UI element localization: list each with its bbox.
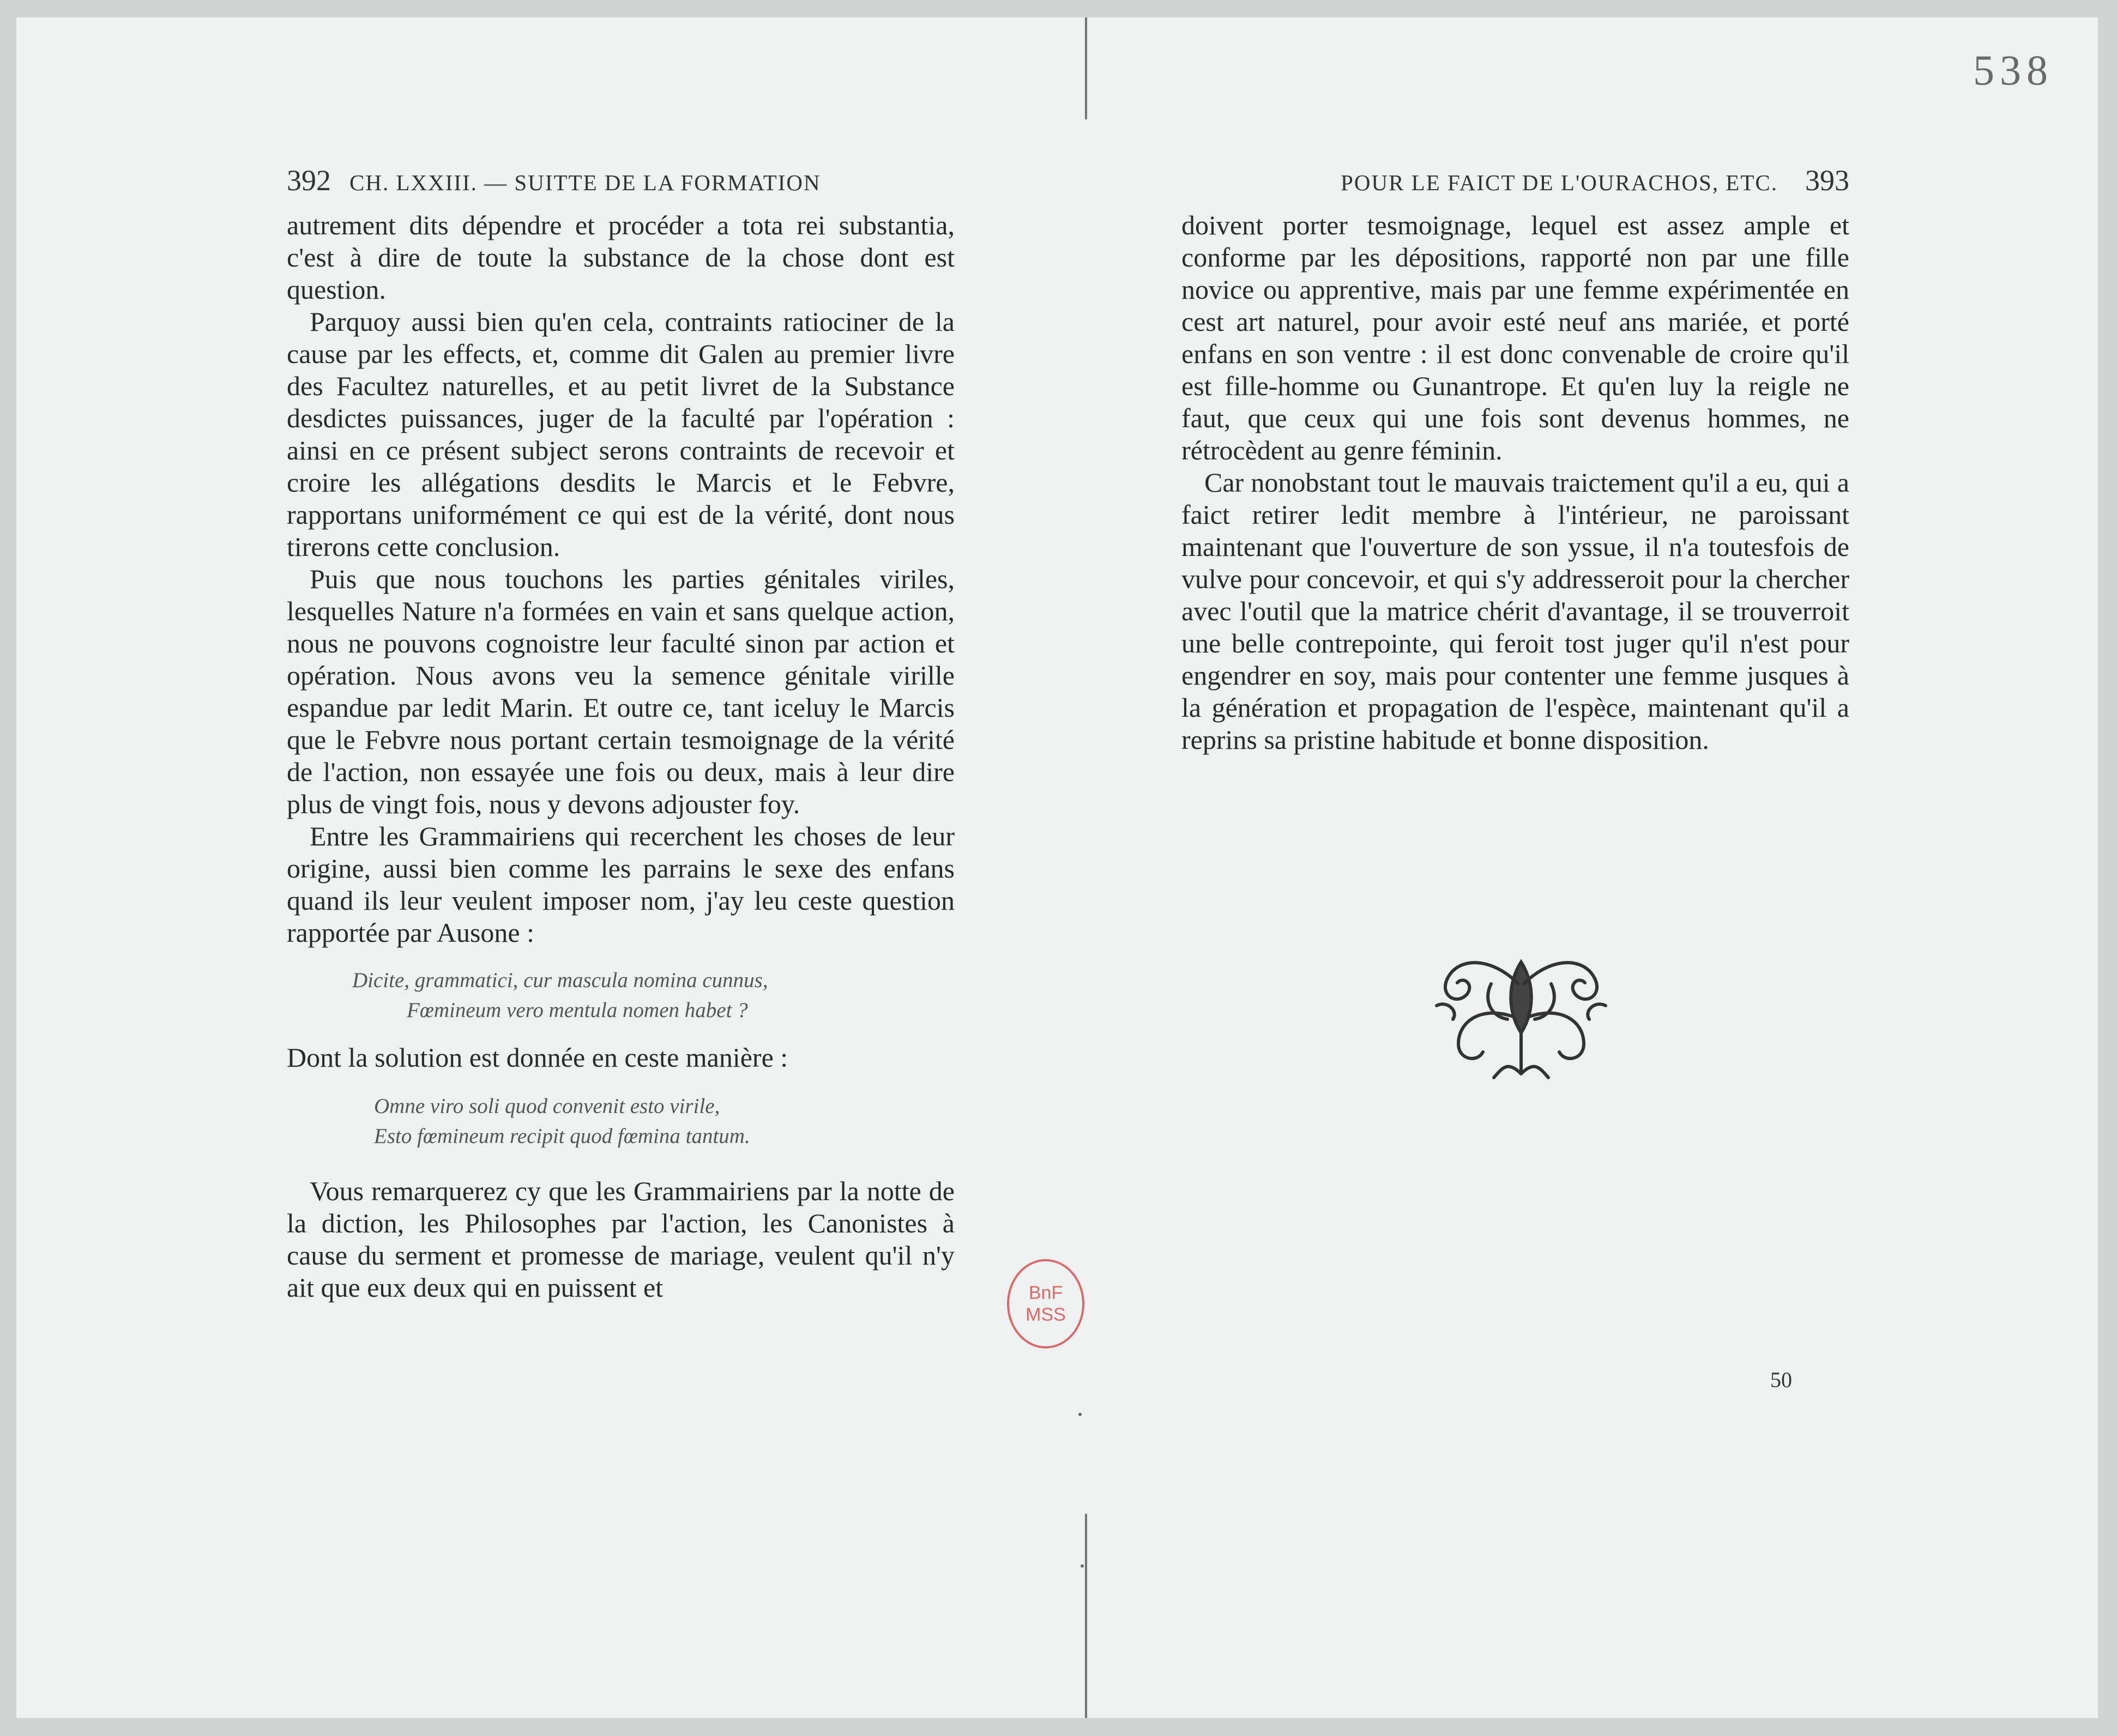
paragraph: Parquoy aussi bien qu'en cela, contraints ratiociner de la cause par les effects, et, comme dit Galen au premier livre des Facultez naturelles, et au petit livret de la Substance desdictes puissances, juger de la faculté par l'opération : ainsi en ce présent subject serons contraints de recevoir et croire les allégations desdits le Marcis et le Febvre, rapportans uniformément ce qui est de la vérité, dont nous tirerons cette conclusion. <box>287 306 955 562</box>
paragraph: Puis que nous touchons les parties génitales viriles, lesquelles Nature n'a formées en vain et sans quelque action, nous ne pouvons cognoistre leur faculté sinon par action et opération. Nous avons veu la semence génitale virille espandue par ledit Marin. Et outre ce, tant iceluy le Marcis que le Febvre nous portant certain tesmoignage de la vérité de l'action, non essayée une fois ou deux, mais à leur dire plus de vingt fois, nous y devons adjouster foy. <box>287 564 955 819</box>
left-page <box>287 164 955 1304</box>
paragraph: Car nonobstant tout le mauvais traictement qu'il a eu, qui a faict retirer ledit membre à l'intérieur, ne paroissant maintenant que l'ouverture de son yssue, il n'a toutesfois de vulve pour concevoir, et qui s'y addresseroit pour la chercher avec l'outil que la matrice chérit d'avantage, il se trouverroit une belle contrepointe, qui feroit tost juger qu'il n'est pour engendrer en soy, mais pour contenter une femme jusques à la génération et propagation de l'espèce, maintenant qu'il a reprins sa pristine habitude et bonne disposition. <box>1181 467 1849 755</box>
right-body-text <box>1181 209 1849 756</box>
paragraph: Vous remarquerez cy que les Grammairiens par la notte de la diction, les Philosophes par l'action, les Canonistes à cause du serment et promesse de mariage, veulent qu'il n'y ait que eux deux qui en puissent et <box>287 1176 955 1303</box>
verse-quotation-ausone <box>287 965 955 1025</box>
paragraph: doivent porter tesmoignage, lequel est assez ample et conforme par les dépositions, rapporté non par une fille novice ou apprentive, mais par une femme expérimentée en cest art naturel, pour avoir esté neuf ans mariée, et porté enfans en son ventre : il est donc convenable de croire qu'il est fille-homme ou Gunantrope. Et qu'en luy la reigle ne faut, que ceux qui une fois sont devenus hommes, ne rétrocèdent au genre féminin. <box>1181 210 1849 465</box>
signature-mark: 50 <box>1770 1368 1792 1392</box>
left-running-head <box>287 164 955 197</box>
speck <box>1078 1413 1082 1416</box>
stamp-line: MSS <box>1026 1304 1066 1325</box>
right-page <box>1181 164 1849 756</box>
paragraph: Entre les Grammairiens qui recerchent les choses de leur origine, aussi bien comme les parrains le sexe des enfans quand ils leur veulent imposer nom, j'ay leu ceste question rapportée par Ausone : <box>287 821 955 948</box>
gutter-fold <box>1085 17 1087 1718</box>
verse-line: Fœmineum vero mentula nomen habet ? <box>407 999 748 1022</box>
verse-line: Esto fœmineum recipit quod fœmina tantum. <box>374 1124 750 1148</box>
right-running-head <box>1181 164 1849 197</box>
verse-line: Omne viro soli quod convenit esto virile, <box>374 1094 720 1118</box>
right-running-title: POUR LE FAICT DE L'OURACHOS, ETC. <box>1341 170 1778 195</box>
right-page-number: 393 <box>1805 164 1849 197</box>
verse-line: Dicite, grammatici, cur mascula nomina cunnus, <box>352 969 768 992</box>
left-page-number: 392 <box>287 164 331 197</box>
left-running-title: CH. LXXIII. — SUITTE DE LA FORMATION <box>349 170 821 195</box>
left-body-text <box>287 209 955 1304</box>
paragraph: Dont la solution est donnée en ceste manière : <box>287 1042 788 1073</box>
fleuron-ornament-icon <box>1426 951 1617 1082</box>
folio-number: 538 <box>1973 46 2053 94</box>
speck <box>1081 1564 1084 1568</box>
paragraph: autrement dits dépendre et procéder a tota rei substantia, c'est à dire de toute la substance de la chose dont est question. <box>287 210 955 305</box>
verse-quotation-solution <box>287 1091 955 1151</box>
bnf-mss-stamp <box>1007 1259 1084 1348</box>
stamp-line: BnF <box>1028 1283 1063 1303</box>
